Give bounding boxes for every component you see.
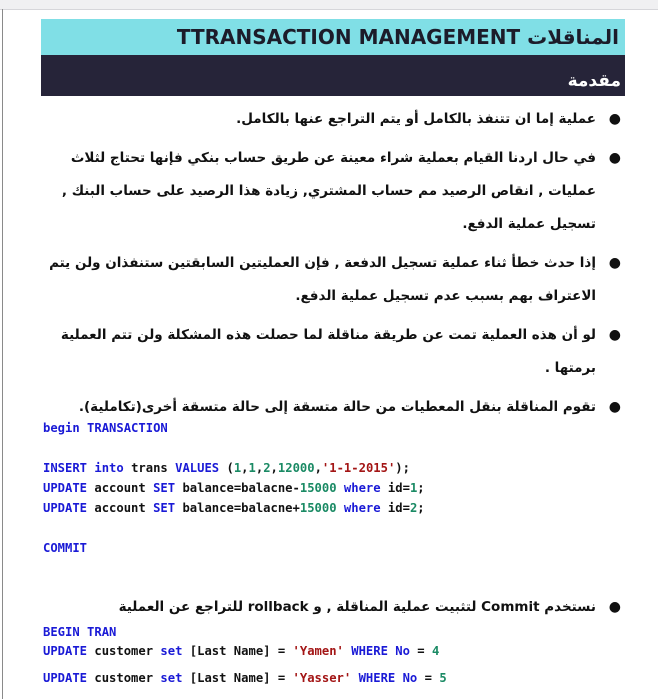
code-identifier: [Last Name] =	[189, 671, 286, 685]
sql-code-block-rollback	[43, 622, 447, 688]
page-left-border	[2, 9, 3, 699]
code-number: 1	[248, 461, 256, 475]
bullet-item	[40, 319, 624, 385]
bullet-text: نستخدم Commit لتثبيت عملية المناقلة , و rollback للتراجع عن العملية	[118, 599, 596, 615]
page-title: المناقلات TTRANSACTION MANAGEMENT	[176, 25, 619, 49]
code-punct: ,	[241, 461, 249, 475]
code-keyword: set	[160, 644, 183, 658]
code-identifier: account	[94, 501, 146, 515]
code-keyword: into	[94, 461, 124, 475]
code-number: 5	[439, 671, 447, 685]
bullet-item-commit-rollback	[40, 594, 624, 620]
code-identifier: [Last Name] =	[189, 644, 286, 658]
code-number: 2	[263, 461, 271, 475]
title-banner	[41, 19, 625, 55]
bullet-item	[40, 142, 624, 241]
code-punct: ,	[255, 461, 264, 475]
code-string: '1-1-2015'	[321, 461, 396, 475]
code-keyword: TRAN	[87, 625, 117, 639]
code-line	[43, 622, 447, 642]
code-number: 1	[409, 481, 418, 495]
bullet-list	[40, 103, 624, 424]
code-punct: ;	[417, 481, 425, 495]
code-line	[43, 478, 425, 498]
code-keyword: UPDATE	[43, 481, 88, 495]
code-keyword: begin	[43, 421, 80, 435]
code-blank-line	[43, 438, 425, 458]
code-line	[43, 538, 425, 558]
sql-code-block-transaction	[43, 418, 425, 558]
bullet-item	[40, 103, 624, 136]
code-keyword: UPDATE	[43, 644, 88, 658]
code-identifier: id=	[387, 501, 410, 515]
code-number: 12000	[277, 461, 315, 475]
code-line	[43, 668, 447, 688]
top-page-strip	[0, 0, 658, 10]
bullet-text: تقوم المناقلة بنقل المعطيات من حالة متسقة إلى حالة متسقة أخرى(تكاملية).	[78, 399, 596, 415]
bullet-item	[40, 247, 624, 313]
bullet-text: في حال اردنا القيام بعملية شراء معينة عن طريق حساب بنكي فإنها تحتاج لثلاث عمليات , انقاص الرصيد مم حساب المشتري, زيادة هذا الرصيد على حساب البنك , تسجيل عملية الدفع.	[61, 150, 596, 232]
code-keyword: No	[395, 644, 410, 658]
code-string: 'Yasser'	[292, 671, 352, 685]
code-keyword: SET	[153, 501, 176, 515]
section-title: مقدمة	[567, 71, 621, 91]
bullet-text: إذا حدث خطأ ثناء عملية تسجيل الدفعة , فإن العمليتين السابقتين ستنفذان ولن يتم الاعتراف بهم بسبب عدم تسجيل عملية الدفع.	[49, 255, 596, 304]
bullet-dot-icon: ●	[608, 111, 621, 127]
code-number: 15000	[299, 501, 337, 515]
code-keyword: where	[343, 481, 381, 495]
code-line	[43, 418, 425, 438]
code-keyword: UPDATE	[43, 671, 88, 685]
code-line	[43, 642, 447, 661]
bullet-text: لو أن هذه العملية تمت عن طريقة مناقلة لما حصلت هذه المشكلة ولن تتم العملية برمتها .	[60, 327, 596, 376]
code-number: 2	[409, 501, 418, 515]
code-punct: ,	[314, 461, 322, 475]
code-identifier: trans	[131, 461, 168, 475]
code-punct: =	[424, 671, 432, 685]
bullet-text: عملية إما ان تتنفذ بالكامل أو يتم التراجع عنها بالكامل.	[236, 111, 596, 127]
code-line	[43, 498, 425, 518]
code-punct: (	[226, 461, 234, 475]
code-keyword: BEGIN	[43, 625, 80, 639]
code-string: 'Yamen'	[292, 644, 344, 658]
bullet-dot-icon: ●	[608, 150, 621, 166]
code-keyword: set	[160, 671, 183, 685]
code-punct: ;	[417, 501, 425, 515]
code-punct: );	[395, 461, 410, 475]
code-keyword: INSERT	[43, 461, 88, 475]
code-number: 15000	[299, 481, 337, 495]
code-keyword: UPDATE	[43, 501, 88, 515]
bullet-dot-icon: ●	[608, 399, 621, 415]
code-number: 1	[233, 461, 242, 475]
code-blank-line	[43, 518, 425, 538]
code-identifier: account	[94, 481, 146, 495]
code-line	[43, 458, 425, 478]
bullet-dot-icon: ●	[608, 327, 621, 343]
code-keyword: No	[402, 671, 418, 685]
code-identifier: customer	[94, 644, 154, 658]
section-header-banner	[41, 55, 625, 96]
code-keyword: WHERE	[351, 644, 388, 658]
code-punct: =	[417, 644, 425, 658]
code-identifier: balance=balacne-	[182, 481, 300, 495]
code-keyword: COMMIT	[43, 541, 88, 555]
code-keyword: where	[343, 501, 381, 515]
code-keyword: TRANSACTION	[87, 421, 168, 435]
code-number: 4	[431, 644, 440, 658]
bullet-dot-icon: ●	[608, 255, 621, 271]
code-identifier: customer	[94, 671, 154, 685]
bullet-dot-icon: ●	[608, 599, 621, 615]
code-keyword: SET	[153, 481, 176, 495]
code-identifier: id=	[387, 481, 410, 495]
code-keyword: WHERE	[358, 671, 396, 685]
code-punct: ,	[270, 461, 278, 475]
code-keyword: VALUES	[175, 461, 220, 475]
code-identifier: balance=balacne+	[182, 501, 300, 515]
